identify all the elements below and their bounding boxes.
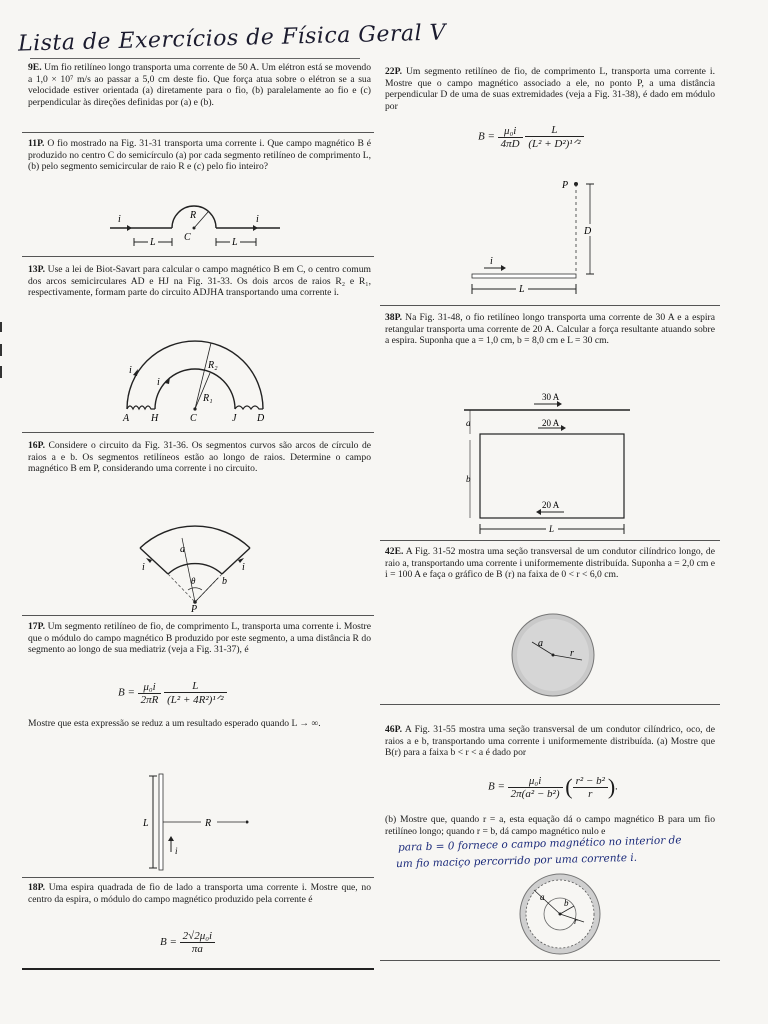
label-i: i	[256, 214, 259, 225]
numerator: 2√2μ₀i	[180, 930, 215, 943]
numerator: μ₀i	[508, 775, 563, 788]
problem-text: Use a lei de Biot-Savart para calcular o campo magnético B em C, o centro comum dos arcos semicirculares AD e HJ na Fig. 31-33. Os dois arcos de raios R₂ e R₁, respectivamente, formam parte do circuito ADJHA transportando uma corrente i.	[28, 264, 371, 299]
figure-31-36	[130, 522, 260, 612]
denominator: πa	[191, 943, 203, 955]
problem-13	[28, 264, 371, 299]
problem-text: Na Fig. 31-48, o fio retilíneo longo transporta uma corrente de 30 A e a espira retangular transporta uma corrente de 20 A. Calcular a força resultante atuando sobre a espira. Suponha que a = 1,0 cm, b = 8,0 cm e L = 30 cm.	[385, 312, 715, 347]
problem-text: Uma espira quadrada de fio de lado a transporta uma corrente i. Mostre que, no centro da espira, o módulo do campo magnético produzido pela corrente é	[28, 882, 371, 905]
problem-46	[385, 724, 715, 759]
divider	[380, 305, 720, 306]
label-i: i	[142, 562, 145, 573]
label-a: a	[466, 418, 471, 428]
figure-31-37	[135, 770, 255, 874]
divider	[380, 540, 720, 541]
denominator: 4πD	[500, 137, 520, 150]
fraction	[180, 930, 215, 955]
label-i: i	[490, 256, 493, 267]
label-D: D	[257, 413, 265, 424]
denominator: 2π(a² − b²)	[510, 787, 560, 800]
label-i: i	[129, 365, 132, 376]
label-20A: 20 A	[542, 500, 560, 510]
problem-number: 18P.	[28, 882, 45, 893]
handwritten-note-line1: para b = 0 fornece o campo magnético no interior de	[397, 834, 682, 854]
title-underline	[30, 58, 360, 59]
label-a: a	[540, 892, 545, 902]
formula-46: B = $\frac{\text{μ₀i}}{\text{2π(a² − b²)}}$ ( $\frac{\text{r² − b²}}{r}$ ).	[488, 774, 618, 800]
problem-number: 42E.	[385, 546, 404, 557]
problem-number: 17P.	[28, 621, 45, 632]
problem-text: Um fio retilíneo longo transporta uma corrente de 50 A. Um elétron está se movendo a 1,0 × 10⁷ m/s ao passar a 5,0 cm deste fio. Que força atua sobre o elétron se a sua velocidade estiver orientada (a) diretamente para o fio, (b) paralelamente ao fio e (c) perpendicular às direções definidas por (a) e (b).	[28, 62, 371, 108]
label-a: a	[180, 544, 185, 555]
margin-mark	[0, 322, 2, 332]
label-L: L	[150, 237, 156, 248]
problem-11	[28, 138, 371, 173]
problem-17-followup: Mostre que esta expressão se reduz a um resultado esperado quando L → ∞.	[28, 718, 321, 729]
label-theta: θ	[191, 576, 196, 586]
figure-31-33	[115, 325, 275, 425]
formula-lhs: B =	[118, 686, 135, 699]
problem-text: A Fig. 31-55 mostra uma seção transversal de um condutor cilíndrico, oco, de raios a e b, transportando uma corrente i uniformemente distribuída. (a) Mostre que B(r) para a faixa b < r < a é dado por	[385, 724, 715, 759]
problem-number: 38P.	[385, 312, 402, 323]
label-C: C	[190, 413, 197, 424]
numerator: L	[525, 124, 583, 137]
fraction	[573, 775, 608, 800]
figure-31-48	[462, 388, 632, 538]
label-a: a	[538, 638, 543, 649]
problem-38	[385, 312, 715, 347]
denominator: (L² + D²)¹ᐟ²	[528, 138, 581, 150]
label-i: i	[242, 562, 245, 573]
label-b: b	[564, 898, 569, 908]
label-i: i	[118, 214, 121, 225]
label-H: H	[151, 413, 159, 424]
divider	[22, 432, 374, 433]
label-D: D	[584, 226, 592, 237]
fraction	[498, 125, 523, 150]
denominator: (L² + 4R²)¹ᐟ²	[167, 694, 224, 706]
problem-text: O fio mostrado na Fig. 31-31 transporta uma corrente i. Que campo magnético B é produzido no centro C do semicírculo (a) por cada segmento retilíneo de comprimento L, (b) pelo segmento semicircular de raio R e (c) pelo fio inteiro?	[28, 138, 371, 173]
label-30A: 30 A	[542, 392, 560, 402]
problem-text: Um segmento retilíneo de fio, de comprimento L, transporta uma corrente i. Mostre que o campo magnético associado a ele, no ponto P, a uma distância perpendicular D de uma de suas extremidades (veja a Fig. 31-38), é dado em módulo por	[385, 66, 715, 112]
divider	[380, 960, 720, 961]
label-i: i	[175, 846, 178, 856]
formula-18	[160, 930, 215, 955]
denominator: 2πR	[140, 693, 159, 706]
formula-17	[118, 680, 227, 706]
problem-46-followup: (b) Mostre que, quando r = a, esta equação dá o campo magnético B para um fio retilíneo longo; quando r = b, dá campo magnético nulo e	[385, 814, 715, 837]
formula-22	[478, 124, 584, 150]
figure-31-55	[518, 872, 602, 956]
problem-number: 22P.	[385, 66, 402, 77]
problem-text: Um segmento retilíneo de fio, de comprimento L, transporta uma corrente i. Mostre que o módulo do campo magnético B produzido por este segmento, a uma distância R do segmento ao longo de sua mediatriz (veja a Fig. 31-37), é	[28, 621, 372, 656]
label-L: L	[143, 818, 149, 829]
problem-text: Considere o circuito da Fig. 31-36. Os segmentos curvos são arcos de círculo de raios a e b. Os segmentos retilíneos estão ao longo de raios. Determine o campo magnético B em P, considerando uma corrente i no circuito.	[28, 440, 371, 475]
margin-mark	[0, 366, 2, 378]
label-L: L	[232, 237, 238, 248]
label-A: A	[123, 413, 130, 424]
label-i: i	[157, 377, 160, 388]
label-J: J	[232, 413, 237, 424]
label-r: r	[570, 648, 574, 659]
fraction	[138, 681, 162, 706]
divider	[22, 615, 374, 616]
label-P: P	[191, 604, 198, 612]
numerator: μ₀i	[138, 681, 162, 694]
problem-number: 13P.	[28, 264, 45, 275]
problem-number: 11P.	[28, 138, 45, 149]
formula-lhs: B =	[478, 130, 495, 143]
label-R1: R₁	[203, 393, 213, 404]
divider	[22, 132, 374, 133]
divider	[380, 704, 720, 705]
label-L: L	[549, 524, 555, 534]
problem-9	[28, 62, 371, 108]
divider	[22, 256, 374, 257]
label-L: L	[519, 284, 525, 295]
problem-22	[385, 66, 715, 112]
problem-number: 46P.	[385, 724, 402, 735]
formula-lhs: B =	[160, 936, 177, 949]
fraction	[508, 775, 563, 800]
margin-mark	[0, 344, 2, 356]
label-R: R	[190, 210, 197, 221]
formula-lhs: B =	[488, 780, 505, 793]
problem-number: 16P.	[28, 440, 45, 451]
label-20A: 20 A	[542, 418, 560, 428]
divider	[22, 877, 374, 878]
label-b: b	[466, 474, 471, 484]
problem-17	[28, 621, 371, 656]
label-r: r	[574, 916, 578, 926]
divider	[22, 968, 374, 970]
numerator: μ₀i	[498, 125, 523, 138]
numerator: L	[164, 680, 226, 693]
fraction	[525, 124, 583, 150]
handwritten-note-line2: um fio maciço percorrido por uma corrente i.	[395, 851, 638, 871]
problem-18	[28, 882, 371, 905]
problem-number: 9E.	[28, 62, 42, 73]
label-R: R	[205, 818, 212, 829]
figure-31-31	[110, 200, 290, 255]
page-title: Lista de Exercícios de Física Geral V	[17, 20, 447, 57]
problem-42	[385, 546, 715, 581]
label-b: b	[222, 576, 227, 587]
numerator: r² − b²	[573, 775, 608, 788]
label-R2: R₂	[208, 360, 218, 371]
label-C: C	[184, 232, 191, 243]
problem-16	[28, 440, 371, 475]
label-P: P	[562, 180, 569, 191]
figure-31-52	[508, 610, 598, 700]
denominator: r	[588, 787, 593, 800]
fraction	[164, 680, 226, 706]
figure-31-38	[468, 174, 608, 298]
problem-text: A Fig. 31-52 mostra uma seção transversal de um condutor cilíndrico longo, de raio a, transportando uma corrente i uniformemente distribuída. Suponha a = 2,0 cm e i = 100 A e faça o gráfico de B (r) na faixa de 0 < r < 6,0 cm.	[385, 546, 715, 581]
